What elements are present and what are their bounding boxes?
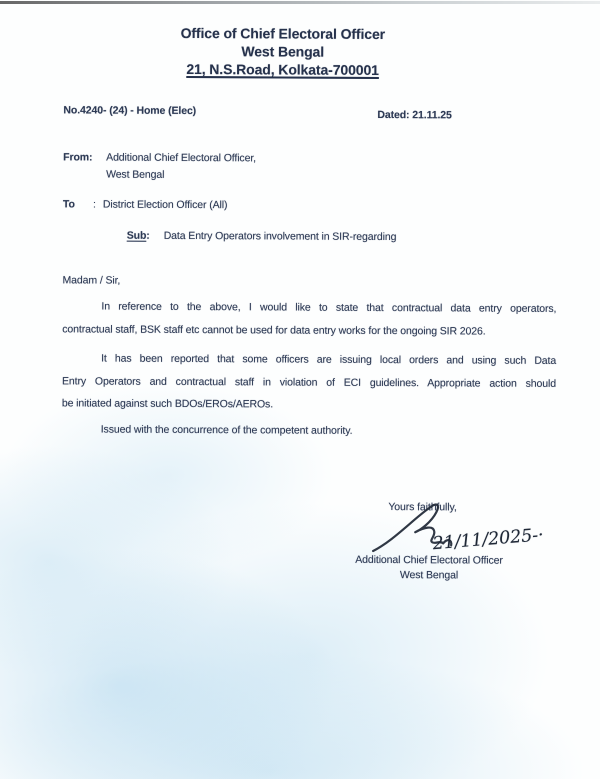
subject-value: Data Entry Operators involvement in SIR-regarding bbox=[163, 229, 397, 244]
reference-number: No.4240- (24) - Home (Elec) bbox=[63, 104, 197, 118]
paragraph-2 bbox=[62, 347, 556, 417]
paragraph-1-line-2: contractual staff, BSK staff etc cannot be used for data entry works for the ongoing SIR 2026. bbox=[62, 322, 486, 338]
to-row bbox=[63, 198, 228, 211]
letterhead-office: Office of Chief Electoral Officer bbox=[180, 24, 386, 43]
letterhead-address: 21, N.S.Road, Kolkata-700001 bbox=[186, 60, 379, 78]
salutation: Madam / Sir, bbox=[62, 274, 121, 287]
paragraph-1-line-1: In reference to the above, I would like to state that contractual data entry operators, bbox=[101, 300, 557, 315]
paragraph-1 bbox=[62, 295, 556, 343]
signatory-block bbox=[334, 553, 524, 583]
to-label: To bbox=[62, 198, 75, 211]
reference-date: Dated: 21.11.25 bbox=[377, 108, 452, 122]
signature-handwritten-date: 21/11/2025-· bbox=[431, 525, 545, 555]
to-separator: : bbox=[92, 198, 96, 211]
letterhead-state: West Bengal bbox=[241, 43, 325, 60]
from-value bbox=[106, 150, 256, 184]
paragraph-2-line-2: Entry Operators and contractual staff in violation of ECI guidelines. Appropriate action should bbox=[61, 374, 557, 390]
letterhead bbox=[0, 23, 566, 80]
paragraph-2-line-3: be initiated against such BDOs/EROs/AEROs. bbox=[61, 397, 274, 411]
from-label: From: bbox=[63, 151, 93, 164]
signatory-org: West Bengal bbox=[399, 568, 459, 581]
paragraph-3: Issued with the concurrence of the competent authority. bbox=[100, 423, 353, 437]
handwritten-signature bbox=[369, 499, 549, 560]
from-line2: West Bengal bbox=[106, 168, 165, 181]
to-value: District Election Officer (All) bbox=[102, 198, 228, 212]
paragraph-2-line-1: It has been reported that some officers are issuing local orders and using such Data bbox=[101, 352, 557, 367]
from-block bbox=[63, 149, 256, 183]
closing-salutation: Yours faithfully, bbox=[388, 501, 457, 514]
from-line1: Additional Chief Electoral Officer, bbox=[106, 151, 257, 165]
subject-row bbox=[127, 230, 397, 243]
subject-label: Sub bbox=[126, 229, 147, 242]
signatory-designation: Additional Chief Electoral Officer bbox=[355, 553, 503, 567]
subject-colon: : bbox=[146, 229, 150, 242]
